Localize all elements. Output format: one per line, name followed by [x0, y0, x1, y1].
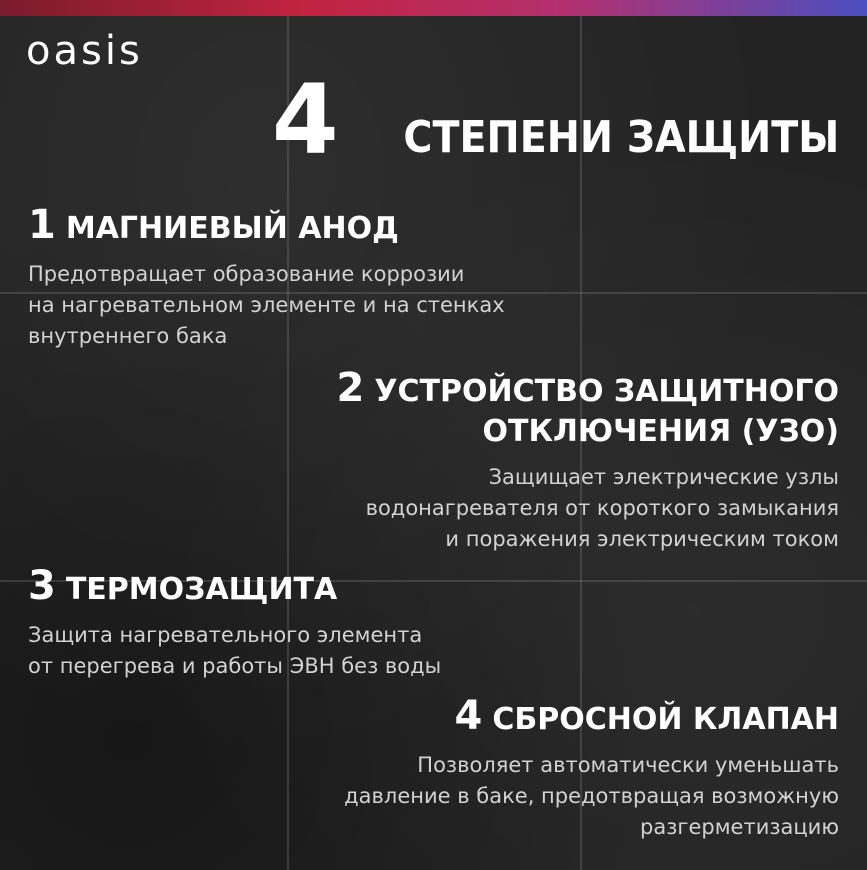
- feature-thermal-protection: [28, 563, 442, 682]
- description-line: Предотвращает образование коррозии: [28, 262, 465, 286]
- description-line: Защита нагревательного элемента: [28, 623, 423, 647]
- brand-logo: oasis: [26, 28, 143, 74]
- feature-rcd: [336, 365, 839, 555]
- description-line: Защищает электрические узлы: [488, 465, 839, 489]
- feature-number: 1: [28, 202, 56, 248]
- feature-title: МАГНИЕВЫЙ АНОД: [65, 211, 399, 246]
- feature-description: [337, 462, 839, 555]
- description-line: на нагревательном элементе и на стенках: [28, 293, 505, 317]
- description-line: давление в баке, предотвращая возможную: [344, 784, 839, 808]
- feature-heading: [28, 563, 441, 610]
- accent-gradient-bar: [0, 0, 867, 16]
- feature-number: 2: [336, 365, 365, 411]
- hero-number: 4: [271, 64, 339, 176]
- description-line: и поражения электрическим током: [445, 527, 839, 551]
- description-line: разгерметизацию: [640, 815, 839, 839]
- feature-description: [28, 259, 505, 352]
- hero-title-text: СТЕПЕНИ ЗАЩИТЫ: [403, 112, 839, 163]
- feature-description: [28, 620, 441, 682]
- description-line: внутреннего бака: [28, 324, 228, 348]
- feature-heading: [336, 365, 839, 412]
- feature-number: 4: [454, 693, 483, 739]
- feature-number: 3: [28, 563, 56, 609]
- feature-heading: [28, 202, 505, 249]
- feature-magnesium-anode: [28, 202, 505, 352]
- feature-relief-valve: [344, 693, 839, 843]
- feature-title-line-2: ОТКЛЮЧЕНИЯ (УЗО): [482, 414, 839, 449]
- feature-title: УСТРОЙСТВО ЗАЩИТНОГО: [374, 374, 839, 409]
- feature-heading: [344, 693, 839, 740]
- feature-title: ТЕРМОЗАЩИТА: [65, 572, 338, 607]
- description-line: Позволяет автоматически уменьшать: [417, 753, 839, 777]
- feature-title: СБРОСНОЙ КЛАПАН: [492, 702, 839, 737]
- description-line: водонагревателя от короткого замыкания: [365, 496, 839, 520]
- description-line: от перегрева и работы ЭВН без воды: [28, 654, 442, 678]
- feature-description: [344, 750, 839, 843]
- hero-title: [271, 64, 839, 176]
